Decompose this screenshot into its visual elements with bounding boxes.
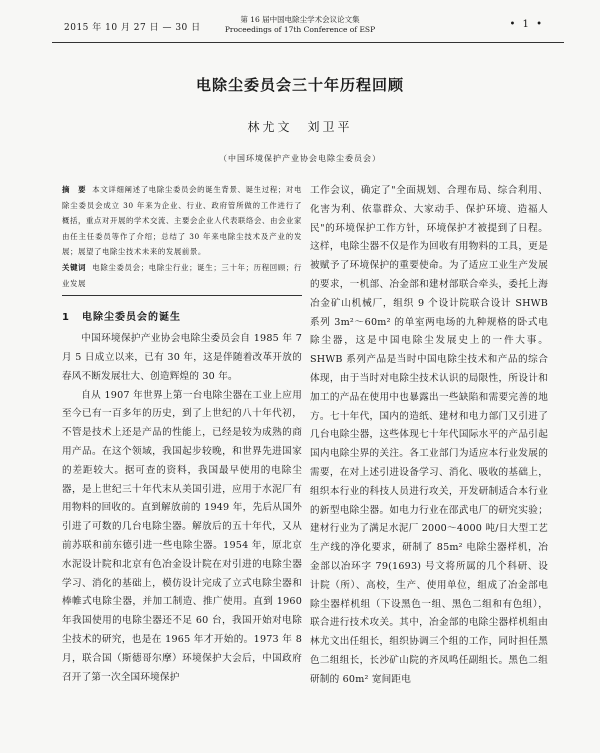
abstract-label: 摘 要 bbox=[62, 185, 87, 194]
proceedings-title-en: Proceedings of 17th Conference of ESP bbox=[224, 25, 376, 34]
body-paragraph: 中国环境保护产业协会电除尘委员会自 1985 年 7 月 5 日成立以来，已有 30 年，这是伴随着改革开放的春风不断发展壮大、创造辉煌的 30 年。 bbox=[62, 333, 302, 382]
article-title: 电除尘委员会三十年历程回顾 bbox=[195, 76, 404, 94]
keywords-text: 电除尘委员会；电除尘行业；诞生；三十年；历程回顾；行业发展 bbox=[62, 262, 302, 288]
running-header bbox=[40, 14, 560, 44]
left-column bbox=[62, 182, 302, 687]
conference-date: 2015 年 10 月 27 日 — 30 日 bbox=[64, 23, 201, 33]
page-number: • 1 • bbox=[509, 19, 544, 30]
abstract-text: 本文详细阐述了电除尘委员会的诞生背景、诞生过程；对电除尘委员会成立 30 年来为企业、行业、政府管所做的工作进行了概括，重点对开展的学术交流、主要会企业人代表联络会、由会业家由任主任委员等作了介绍；总结了 30 年来电除尘技术及产业的发展；展望了电除尘技术未来的发展前景。 bbox=[62, 185, 302, 257]
keywords-label: 关键词 bbox=[62, 262, 87, 272]
abstract-rule bbox=[62, 295, 302, 296]
proceedings-title-cn: 第 16 届中国电除尘学术会议论文集 bbox=[240, 15, 360, 24]
section-heading bbox=[62, 308, 302, 323]
section-title: 电除尘委员会的诞生 bbox=[81, 312, 181, 324]
section-number: 1 bbox=[62, 312, 70, 324]
header-rule bbox=[52, 42, 564, 43]
body-paragraph: 自从 1907 年世界上第一台电除尘器在工业上应用至今已有一百多年的历史，到了上世纪的八十年代初，不管是技术上还是产品的性能上，已经是较为成熟的商用产品。在这个领域，我国起步较晚，和世界先进国家的差距较大。据可查的资料，我国最早使用的电除尘器，是上世纪三十年代末从美国引进，应用于水泥厂有用物料的回收的。直到解放前的 1949 年，先后从国外引进了可数的几台电除尘器。解放后的五十年代，又从前苏联和前东德引进一些电除尘器。1954 年，原北京水泥设计院和北京有色冶金设计院在对引进的电除尘器学习、消化的基础上，模仿设计完成了立式电除尘器和棒帷式电除尘器，并加工制造、推广使用。直到 1960 年我国使用的电除尘器还不足 60 台，我国开始对电除尘技术的研究，也是在 1965 年才开始的。1973 年 8 月，联合国（斯德哥尔摩）环境保护大会后，中国政府召开了第一次全国环境保护 bbox=[62, 389, 302, 683]
article-authors: 林尤文 刘卫平 bbox=[247, 120, 353, 134]
right-column bbox=[310, 182, 548, 690]
proceedings-title bbox=[40, 15, 560, 35]
abstract-block bbox=[62, 182, 302, 291]
body-paragraph: 工作会议，确定了"全面规划、合理布局、综合利用、化害为利、依靠群众、大家动手、保护环境、造福人民"的环境保护工作方针，环境保护才被提到了日程。这样，电除尘器不仅是作为回收有用物料的工具，更是被赋予了环境保护的重要使命。为了适应工业生产发展的要求，一机部、冶金部和建材部联合牵头，委托上海冶金矿山机械厂，组织 9 个设计院联合设计 SHWB 系列 3m²～60m² 的单室两电场的九种规格的卧式电除尘器，这是中国电除尘发展史上的一件大事。SHWB 系列产品是当时中国电除尘技术和产品的综合体现，由于当时对电除尘技术认识的局限性，所设计和加工的产品在使用中也暴露出一些缺陷和需要完善的地方。七十年代，国内的造纸、建材和电力部门又引进了几台电除尘器，这些体现七十年代国际水平的产品引起国内电除尘界的关注。各工业部门为适应本行业发展的需要，在对上述引进设备学习、消化、吸收的基础上，组织本行业的科技人员进行攻关，开发研制适合本行业的新型电除尘器。如电力行业在邵武电厂的研究实验；建材行业为了满足水泥厂 2000～4000 吨/日大型工艺生产线的净化要求，研制了 85m² 电除尘器样机，冶金部以冶环字 79(1693) 号文将所属的几个科研、设计院（所）、高校，生产、使用单位，组成了冶金部电除尘器样机组（下设黑色一组、黑色二组和有色组），联合进行技术攻关。其中，冶金部的电除尘器样机组由林尤文出任组长，组织协调三个组的工作，同时担任黑色二组组长，长沙矿山院的齐凤鸣任副组长。黑色二组研制的 60m² 宽间距电 bbox=[310, 185, 548, 685]
article-affiliation: （中国环境保护产业协会电除尘委员会） bbox=[219, 154, 381, 163]
